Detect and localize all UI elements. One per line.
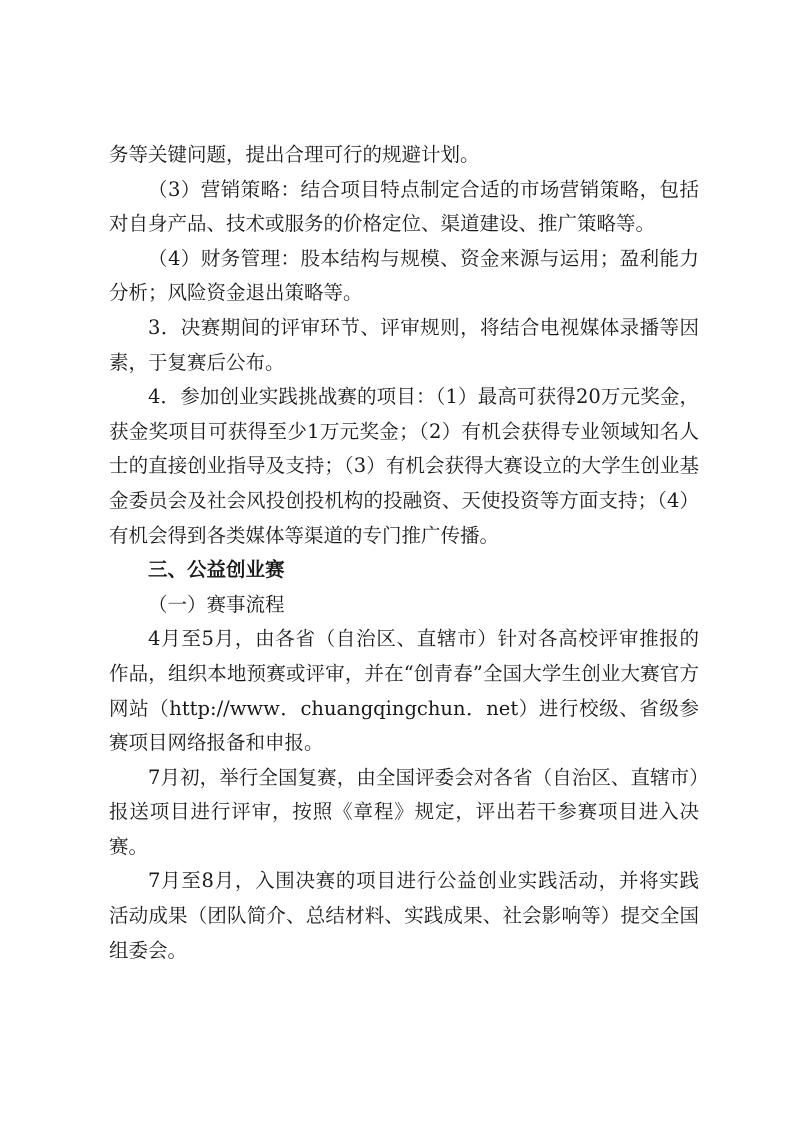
paragraph-financial-management: （4）财务管理：股本结构与规模、资金来源与运用；盈利能力分析；风险资金退出策略等。 <box>109 246 699 305</box>
paragraph-marketing-strategy: （3）营销策略：结合项目特点制定合适的市场营销策略，包括对自身产品、技术或服务的价格定位、渠道建设、推广策略等。 <box>109 177 699 236</box>
paragraph-item-3: 3．决赛期间的评审环节、评审规则，将结合电视媒体录播等因素，于复赛后公布。 <box>109 315 699 374</box>
paragraph-item-4: 4．参加创业实践挑战赛的项目：（1）最高可获得20万元奖金，获金奖项目可获得至少1万元奖金；（2）有机会获得专业领域知名人士的直接创业指导及支持；（3）有机会获得大赛设立的大学生创业基金委员会及社会风投创投机构的投融资、天使投资等方面支持；（4）有机会得到各类媒体等渠道的专门推广传播。 <box>109 385 699 547</box>
paragraph-early-july: 7月初，举行全国复赛，由全国评委会对各省（自治区、直辖市）报送项目进行评审，按照《章程》规定，评出若干参赛项目进入决赛。 <box>109 765 699 858</box>
subsection-heading: （一）赛事流程 <box>148 592 285 616</box>
paragraph-continuation: 务等关键问题，提出合理可行的规避计划。 <box>109 143 480 166</box>
section-heading: 三、公益创业赛 <box>148 558 285 582</box>
paragraph-april-may: 4月至5月，由各省（自治区、直辖市）针对各高校评审推报的作品，组织本地预赛或评审，并在“创青春”全国大学生创业大赛官方网站（http://www．chuangqingchun．net）进行校级、省级参赛项目网络报备和申报。 <box>109 627 699 755</box>
paragraph-july-august: 7月至8月，入围决赛的项目进行公益创业实践活动，并将实践活动成果（团队简介、总结材料、实践成果、社会影响等）提交全国组委会。 <box>109 869 699 962</box>
document-body <box>109 138 699 968</box>
